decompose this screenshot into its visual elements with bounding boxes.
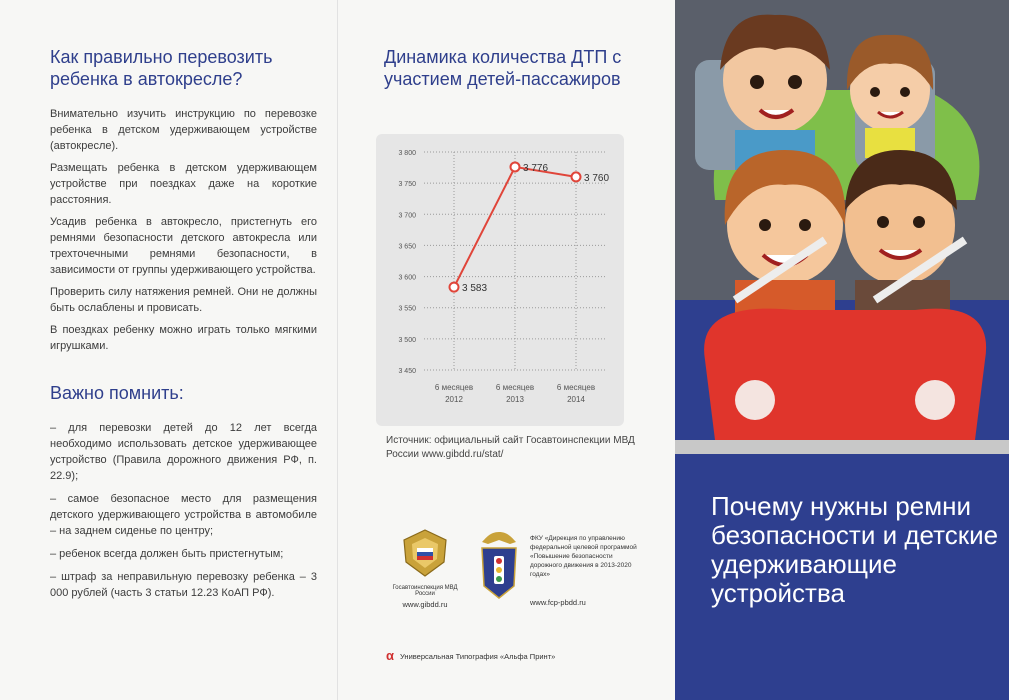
y-tick-label: 3 500 (398, 336, 416, 344)
printer-line (386, 648, 555, 663)
middle-panel (337, 0, 675, 700)
x-tick-label: 2012 (445, 395, 463, 404)
data-point (572, 172, 581, 181)
y-tick-label: 3 650 (398, 243, 416, 251)
family-car-illustration (675, 0, 1009, 490)
gibdd-emblem-icon (398, 528, 452, 578)
car-hood-shape (704, 309, 986, 440)
x-tick-label: 6 месяцев (434, 383, 474, 392)
remember-heading: Важно помнить: (50, 383, 184, 403)
bullet-item: – ребенок всегда должен быть пристегнутым; (50, 548, 284, 560)
fcp-url[interactable]: www.fcp-pbdd.ru (530, 598, 586, 607)
bullet-item: – для перевозки детей до 12 лет всегда необходимо использовать детское удерживающее устройство (Правила дорожного движения РФ, п. 22.9); (50, 422, 317, 482)
fcp-emblem-icon (472, 528, 526, 610)
cover-panel (675, 0, 1009, 700)
chart-area (376, 134, 624, 426)
y-tick-label: 3 700 (398, 212, 416, 220)
y-tick-label: 3 450 (398, 368, 416, 375)
alpha-print-logo-icon: α (386, 648, 394, 663)
left-heading: Как правильно перевозить ребенка в автокресле? (50, 47, 273, 89)
x-tick-label: 2013 (506, 395, 524, 404)
headlight-left (735, 380, 775, 420)
x-tick-label: 6 месяцев (556, 383, 596, 392)
bullet-item: – самое безопасное место для размещения детского удерживающего устройства в автомобиле – на заднем сиденье по центру; (50, 493, 317, 537)
cover-title: Почему нужны ремни безопасности и детские удерживающие устройства (711, 491, 999, 608)
y-tick-label: 3 800 (398, 150, 416, 157)
y-tick-label: 3 750 (398, 181, 416, 189)
paragraph: Размещать ребенка в детском удерживающем устройстве при поездках даже на короткие расстояния. (50, 162, 317, 206)
data-label: 3 776 (523, 162, 549, 174)
paragraph: Усадив ребенка в автокресло, пристегнуть его ремнями безопасности детского автокресла или трехточечными ремнями безопасности, в зависимости от группы удерживающего устройства. (50, 216, 317, 276)
left-panel (0, 0, 337, 700)
gibdd-url[interactable]: www.gibdd.ru (402, 600, 448, 609)
data-label: 3 760 (584, 172, 610, 184)
line-chart (376, 134, 624, 426)
paragraph: Проверить силу натяжения ремней. Они не должны быть ослаблены и провисать. (50, 286, 317, 314)
gibdd-caption: Госавтоинспекция МВД России (392, 585, 458, 597)
data-point (450, 283, 459, 292)
printer-name: Универсальная Типография «Альфа Принт» (400, 652, 556, 661)
x-tick-label: 2014 (567, 395, 585, 404)
gibdd-logo-block (390, 528, 460, 609)
boy-figure (720, 15, 830, 170)
chart-source: Источник: официальный сайт Госавтоинспекции МВД России www.gibdd.ru/stat/ (386, 435, 635, 460)
data-label: 3 583 (462, 283, 488, 295)
father-figure (845, 150, 957, 320)
road-line (675, 440, 1009, 454)
paragraph: Внимательно изучить инструкцию по перевозке ребенка в детском удерживающем устройстве (автокресле). (50, 108, 317, 152)
x-tick-label: 6 месяцев (495, 383, 535, 392)
y-tick-label: 3 600 (398, 274, 416, 282)
data-point (511, 162, 520, 171)
headlight-right (915, 380, 955, 420)
fcp-logo-block (472, 528, 526, 615)
chart-title: Динамика количества ДТП с участием детей-пассажиров (384, 47, 622, 89)
fcp-caption: ФКУ «Дирекция по управлению федеральной целевой программой «Повышение безопасности дорожного движения в 2013-2020 годах» (530, 535, 637, 578)
paragraph: В поездках ребенку можно играть только мягкими игрушками. (50, 324, 317, 352)
bullet-item: – штраф за неправильную перевозку ребенка – 3 000 рублей (часть 3 статьи 12.23 КоАП РФ). (50, 571, 317, 599)
y-tick-label: 3 550 (398, 305, 416, 313)
